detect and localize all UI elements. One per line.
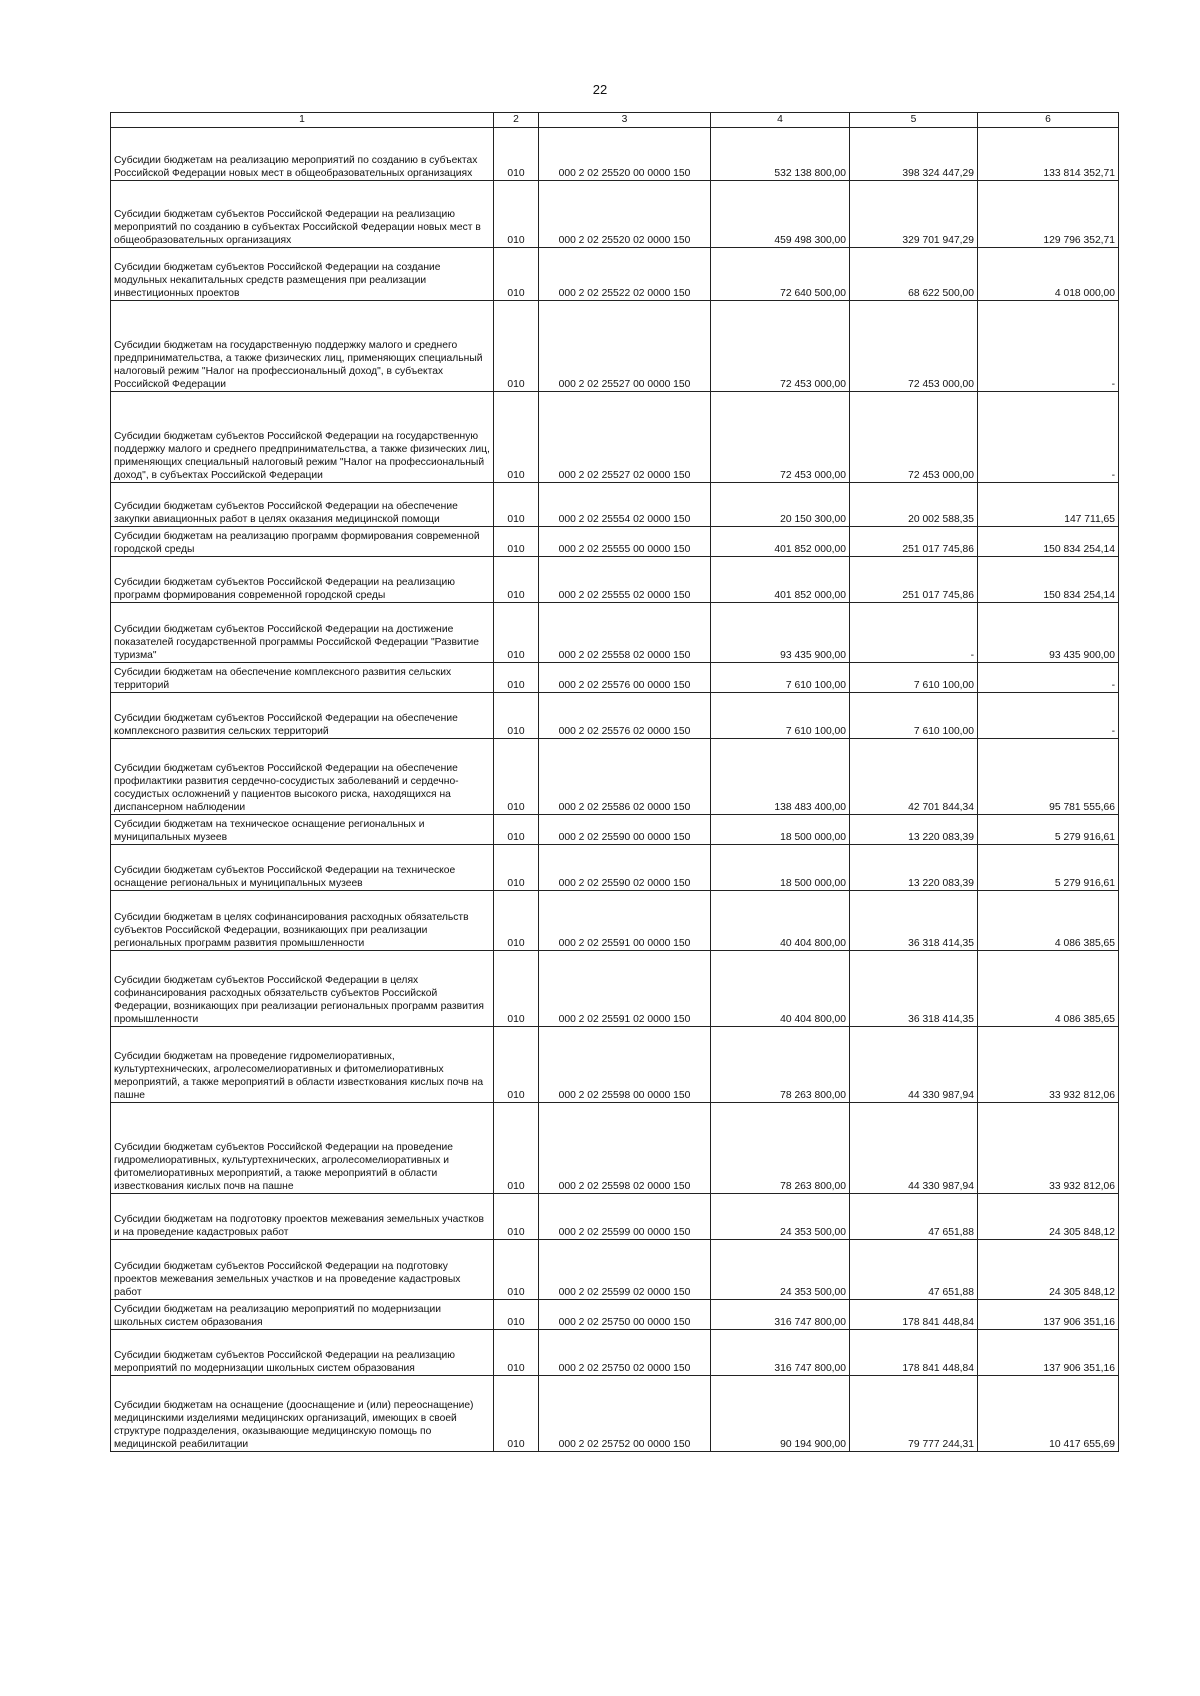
table-row — [111, 1027, 1119, 1103]
indicator-name-cell: Субсидии бюджетам на обеспечение комплексного развития сельских территорий — [111, 663, 494, 693]
income-code-cell: 000 2 02 25520 00 0000 150 — [539, 128, 711, 181]
row-code-cell: 010 — [494, 1027, 539, 1103]
unexecuted-amount-cell: 137 906 351,16 — [978, 1300, 1119, 1330]
table-row — [111, 1194, 1119, 1240]
unexecuted-amount-cell: 33 932 812,06 — [978, 1103, 1119, 1194]
indicator-name-cell: Субсидии бюджетам субъектов Российской Федерации на подготовку проектов межевания земельных участков и на проведение кадастровых работ — [111, 1240, 494, 1300]
row-code-cell: 010 — [494, 301, 539, 392]
row-code-cell: 010 — [494, 891, 539, 951]
indicator-name-cell: Субсидии бюджетам субъектов Российской Федерации на обеспечение закупки авиационных работ в целях оказания медицинской помощи — [111, 483, 494, 527]
unexecuted-amount-cell: - — [978, 392, 1119, 483]
approved-amount-cell: 532 138 800,00 — [711, 128, 850, 181]
indicator-name-cell: Субсидии бюджетам на государственную поддержку малого и среднего предпринимательства, а также физических лиц, применяющих специальный налоговый режим "Налог на профессиональный доход", в субъектах Российской Федерации — [111, 301, 494, 392]
executed-amount-cell: 79 777 244,31 — [850, 1376, 978, 1452]
income-code-cell: 000 2 02 25599 02 0000 150 — [539, 1240, 711, 1300]
income-code-cell: 000 2 02 25591 00 0000 150 — [539, 891, 711, 951]
unexecuted-amount-cell: 5 279 916,61 — [978, 815, 1119, 845]
executed-amount-cell: 68 622 500,00 — [850, 248, 978, 301]
approved-amount-cell: 78 263 800,00 — [711, 1027, 850, 1103]
executed-amount-cell: 44 330 987,94 — [850, 1027, 978, 1103]
row-code-cell: 010 — [494, 483, 539, 527]
unexecuted-amount-cell: 10 417 655,69 — [978, 1376, 1119, 1452]
executed-amount-cell: - — [850, 603, 978, 663]
table-row — [111, 128, 1119, 181]
indicator-name-cell: Субсидии бюджетам субъектов Российской Федерации на обеспечение профилактики развития сердечно-сосудистых заболеваний и сердечно-сосудистых осложнений у пациентов высокого риска, находящихся на диспансерном наблюдении — [111, 739, 494, 815]
income-code-cell: 000 2 02 25598 02 0000 150 — [539, 1103, 711, 1194]
unexecuted-amount-cell: 24 305 848,12 — [978, 1240, 1119, 1300]
income-code-cell: 000 2 02 25576 02 0000 150 — [539, 693, 711, 739]
row-code-cell: 010 — [494, 557, 539, 603]
income-code-cell: 000 2 02 25586 02 0000 150 — [539, 739, 711, 815]
header-col-4: 4 — [711, 113, 850, 128]
approved-amount-cell: 90 194 900,00 — [711, 1376, 850, 1452]
indicator-name-cell: Субсидии бюджетам на оснащение (дооснащение и (или) переоснащение) медицинскими изделиями медицинских организаций, имеющих в своей структуре подразделения, оказывающие медицинскую помощь по медицинской реабилитации — [111, 1376, 494, 1452]
table-row — [111, 663, 1119, 693]
income-code-cell: 000 2 02 25527 02 0000 150 — [539, 392, 711, 483]
indicator-name-cell: Субсидии бюджетам субъектов Российской Федерации на государственную поддержку малого и среднего предпринимательства, а также физических лиц, применяющих специальный налоговый режим "Налог на профессиональный доход", в субъектах Российской Федерации — [111, 392, 494, 483]
approved-amount-cell: 7 610 100,00 — [711, 663, 850, 693]
approved-amount-cell: 316 747 800,00 — [711, 1330, 850, 1376]
table-row — [111, 557, 1119, 603]
executed-amount-cell: 44 330 987,94 — [850, 1103, 978, 1194]
row-code-cell: 010 — [494, 951, 539, 1027]
income-code-cell: 000 2 02 25522 02 0000 150 — [539, 248, 711, 301]
unexecuted-amount-cell: 4 086 385,65 — [978, 951, 1119, 1027]
approved-amount-cell: 20 150 300,00 — [711, 483, 850, 527]
indicator-name-cell: Субсидии бюджетам на реализацию мероприятий по созданию в субъектах Российской Федерации новых мест в общеобразовательных организациях — [111, 128, 494, 181]
row-code-cell: 010 — [494, 248, 539, 301]
executed-amount-cell: 72 453 000,00 — [850, 392, 978, 483]
indicator-name-cell: Субсидии бюджетам на реализацию программ формирования современной городской среды — [111, 527, 494, 557]
income-code-cell: 000 2 02 25555 00 0000 150 — [539, 527, 711, 557]
executed-amount-cell: 36 318 414,35 — [850, 951, 978, 1027]
approved-amount-cell: 72 640 500,00 — [711, 248, 850, 301]
approved-amount-cell: 138 483 400,00 — [711, 739, 850, 815]
income-code-cell: 000 2 02 25591 02 0000 150 — [539, 951, 711, 1027]
income-code-cell: 000 2 02 25750 02 0000 150 — [539, 1330, 711, 1376]
indicator-name-cell: Субсидии бюджетам субъектов Российской Федерации в целях софинансирования расходных обязательств субъектов Российской Федерации, возникающих при реализации региональных программ развития промышленности — [111, 951, 494, 1027]
indicator-name-cell: Субсидии бюджетам субъектов Российской Федерации на создание модульных некапитальных средств размещения при реализации инвестиционных проектов — [111, 248, 494, 301]
income-code-cell: 000 2 02 25554 02 0000 150 — [539, 483, 711, 527]
income-code-cell: 000 2 02 25590 00 0000 150 — [539, 815, 711, 845]
table-row — [111, 815, 1119, 845]
row-code-cell: 010 — [494, 128, 539, 181]
executed-amount-cell: 178 841 448,84 — [850, 1300, 978, 1330]
row-code-cell: 010 — [494, 181, 539, 248]
table-row — [111, 483, 1119, 527]
header-col-3: 3 — [539, 113, 711, 128]
income-code-cell: 000 2 02 25558 02 0000 150 — [539, 603, 711, 663]
approved-amount-cell: 459 498 300,00 — [711, 181, 850, 248]
row-code-cell: 010 — [494, 1194, 539, 1240]
indicator-name-cell: Субсидии бюджетам субъектов Российской Федерации на проведение гидромелиоративных, культуртехнических, агролесомелиоративных и фитомелиоративных мероприятий, а также мероприятий в области известкования кислых почв на пашне — [111, 1103, 494, 1194]
table-row — [111, 845, 1119, 891]
approved-amount-cell: 401 852 000,00 — [711, 557, 850, 603]
unexecuted-amount-cell: 95 781 555,66 — [978, 739, 1119, 815]
table-row — [111, 392, 1119, 483]
unexecuted-amount-cell: 150 834 254,14 — [978, 527, 1119, 557]
unexecuted-amount-cell: 129 796 352,71 — [978, 181, 1119, 248]
approved-amount-cell: 24 353 500,00 — [711, 1240, 850, 1300]
indicator-name-cell: Субсидии бюджетам субъектов Российской Федерации на реализацию программ формирования современной городской среды — [111, 557, 494, 603]
unexecuted-amount-cell: 24 305 848,12 — [978, 1194, 1119, 1240]
executed-amount-cell: 13 220 083,39 — [850, 815, 978, 845]
unexecuted-amount-cell: 4 018 000,00 — [978, 248, 1119, 301]
executed-amount-cell: 178 841 448,84 — [850, 1330, 978, 1376]
executed-amount-cell: 47 651,88 — [850, 1194, 978, 1240]
executed-amount-cell: 47 651,88 — [850, 1240, 978, 1300]
table-row — [111, 891, 1119, 951]
table-row — [111, 248, 1119, 301]
approved-amount-cell: 72 453 000,00 — [711, 301, 850, 392]
table-row — [111, 1376, 1119, 1452]
table-row — [111, 693, 1119, 739]
row-code-cell: 010 — [494, 693, 539, 739]
indicator-name-cell: Субсидии бюджетам субъектов Российской Федерации на обеспечение комплексного развития сельских территорий — [111, 693, 494, 739]
row-code-cell: 010 — [494, 815, 539, 845]
indicator-name-cell: Субсидии бюджетам на подготовку проектов межевания земельных участков и на проведение кадастровых работ — [111, 1194, 494, 1240]
unexecuted-amount-cell: 150 834 254,14 — [978, 557, 1119, 603]
approved-amount-cell: 7 610 100,00 — [711, 693, 850, 739]
income-code-cell: 000 2 02 25590 02 0000 150 — [539, 845, 711, 891]
income-code-cell: 000 2 02 25598 00 0000 150 — [539, 1027, 711, 1103]
header-col-2: 2 — [494, 113, 539, 128]
executed-amount-cell: 251 017 745,86 — [850, 557, 978, 603]
indicator-name-cell: Субсидии бюджетам на реализацию мероприятий по модернизации школьных систем образования — [111, 1300, 494, 1330]
approved-amount-cell: 18 500 000,00 — [711, 845, 850, 891]
income-code-cell: 000 2 02 25520 02 0000 150 — [539, 181, 711, 248]
approved-amount-cell: 316 747 800,00 — [711, 1300, 850, 1330]
header-col-1: 1 — [111, 113, 494, 128]
indicator-name-cell: Субсидии бюджетам субъектов Российской Федерации на техническое оснащение региональных и муниципальных музеев — [111, 845, 494, 891]
table-row — [111, 1330, 1119, 1376]
executed-amount-cell: 398 324 447,29 — [850, 128, 978, 181]
income-code-cell: 000 2 02 25750 00 0000 150 — [539, 1300, 711, 1330]
income-code-cell: 000 2 02 25527 00 0000 150 — [539, 301, 711, 392]
executed-amount-cell: 72 453 000,00 — [850, 301, 978, 392]
table-row — [111, 1240, 1119, 1300]
row-code-cell: 010 — [494, 1240, 539, 1300]
unexecuted-amount-cell: 133 814 352,71 — [978, 128, 1119, 181]
executed-amount-cell: 20 002 588,35 — [850, 483, 978, 527]
approved-amount-cell: 401 852 000,00 — [711, 527, 850, 557]
indicator-name-cell: Субсидии бюджетам на проведение гидромелиоративных, культуртехнических, агролесомелиоративных и фитомелиоративных мероприятий, а также мероприятий в области известкования кислых почв на пашне — [111, 1027, 494, 1103]
income-code-cell: 000 2 02 25599 00 0000 150 — [539, 1194, 711, 1240]
table-row — [111, 181, 1119, 248]
approved-amount-cell: 78 263 800,00 — [711, 1103, 850, 1194]
income-code-cell: 000 2 02 25576 00 0000 150 — [539, 663, 711, 693]
unexecuted-amount-cell: 5 279 916,61 — [978, 845, 1119, 891]
approved-amount-cell: 93 435 900,00 — [711, 603, 850, 663]
table-row — [111, 603, 1119, 663]
table-row — [111, 739, 1119, 815]
row-code-cell: 010 — [494, 1330, 539, 1376]
table-row — [111, 951, 1119, 1027]
income-code-cell: 000 2 02 25752 00 0000 150 — [539, 1376, 711, 1452]
indicator-name-cell: Субсидии бюджетам субъектов Российской Федерации на реализацию мероприятий по модернизации школьных систем образования — [111, 1330, 494, 1376]
table-row — [111, 527, 1119, 557]
approved-amount-cell: 40 404 800,00 — [711, 891, 850, 951]
row-code-cell: 010 — [494, 1300, 539, 1330]
row-code-cell: 010 — [494, 845, 539, 891]
unexecuted-amount-cell: - — [978, 301, 1119, 392]
approved-amount-cell: 40 404 800,00 — [711, 951, 850, 1027]
row-code-cell: 010 — [494, 1103, 539, 1194]
indicator-name-cell: Субсидии бюджетам субъектов Российской Федерации на достижение показателей государственной программы Российской Федерации "Развитие туризма" — [111, 603, 494, 663]
indicator-name-cell: Субсидии бюджетам на техническое оснащение региональных и муниципальных музеев — [111, 815, 494, 845]
income-code-cell: 000 2 02 25555 02 0000 150 — [539, 557, 711, 603]
page-number: 22 — [592, 82, 608, 97]
executed-amount-cell: 36 318 414,35 — [850, 891, 978, 951]
header-col-6: 6 — [978, 113, 1119, 128]
approved-amount-cell: 18 500 000,00 — [711, 815, 850, 845]
executed-amount-cell: 42 701 844,34 — [850, 739, 978, 815]
executed-amount-cell: 251 017 745,86 — [850, 527, 978, 557]
table-row — [111, 301, 1119, 392]
unexecuted-amount-cell: 33 932 812,06 — [978, 1027, 1119, 1103]
executed-amount-cell: 329 701 947,29 — [850, 181, 978, 248]
unexecuted-amount-cell: 93 435 900,00 — [978, 603, 1119, 663]
executed-amount-cell: 7 610 100,00 — [850, 693, 978, 739]
executed-amount-cell: 7 610 100,00 — [850, 663, 978, 693]
indicator-name-cell: Субсидии бюджетам в целях софинансирования расходных обязательств субъектов Российской Федерации, возникающих при реализации региональных программ развития промышленности — [111, 891, 494, 951]
unexecuted-amount-cell: 4 086 385,65 — [978, 891, 1119, 951]
executed-amount-cell: 13 220 083,39 — [850, 845, 978, 891]
table-row — [111, 1103, 1119, 1194]
row-code-cell: 010 — [494, 739, 539, 815]
approved-amount-cell: 72 453 000,00 — [711, 392, 850, 483]
indicator-name-cell: Субсидии бюджетам субъектов Российской Федерации на реализацию мероприятий по созданию в субъектах Российской Федерации новых мест в общеобразовательных организациях — [111, 181, 494, 248]
row-code-cell: 010 — [494, 527, 539, 557]
row-code-cell: 010 — [494, 1376, 539, 1452]
budget-income-table — [110, 112, 1119, 1452]
table-row — [111, 1300, 1119, 1330]
table-header-row — [111, 113, 1119, 128]
table-body — [111, 128, 1119, 1452]
unexecuted-amount-cell: - — [978, 663, 1119, 693]
row-code-cell: 010 — [494, 663, 539, 693]
approved-amount-cell: 24 353 500,00 — [711, 1194, 850, 1240]
header-col-5: 5 — [850, 113, 978, 128]
row-code-cell: 010 — [494, 603, 539, 663]
unexecuted-amount-cell: 147 711,65 — [978, 483, 1119, 527]
row-code-cell: 010 — [494, 392, 539, 483]
unexecuted-amount-cell: 137 906 351,16 — [978, 1330, 1119, 1376]
unexecuted-amount-cell: - — [978, 693, 1119, 739]
